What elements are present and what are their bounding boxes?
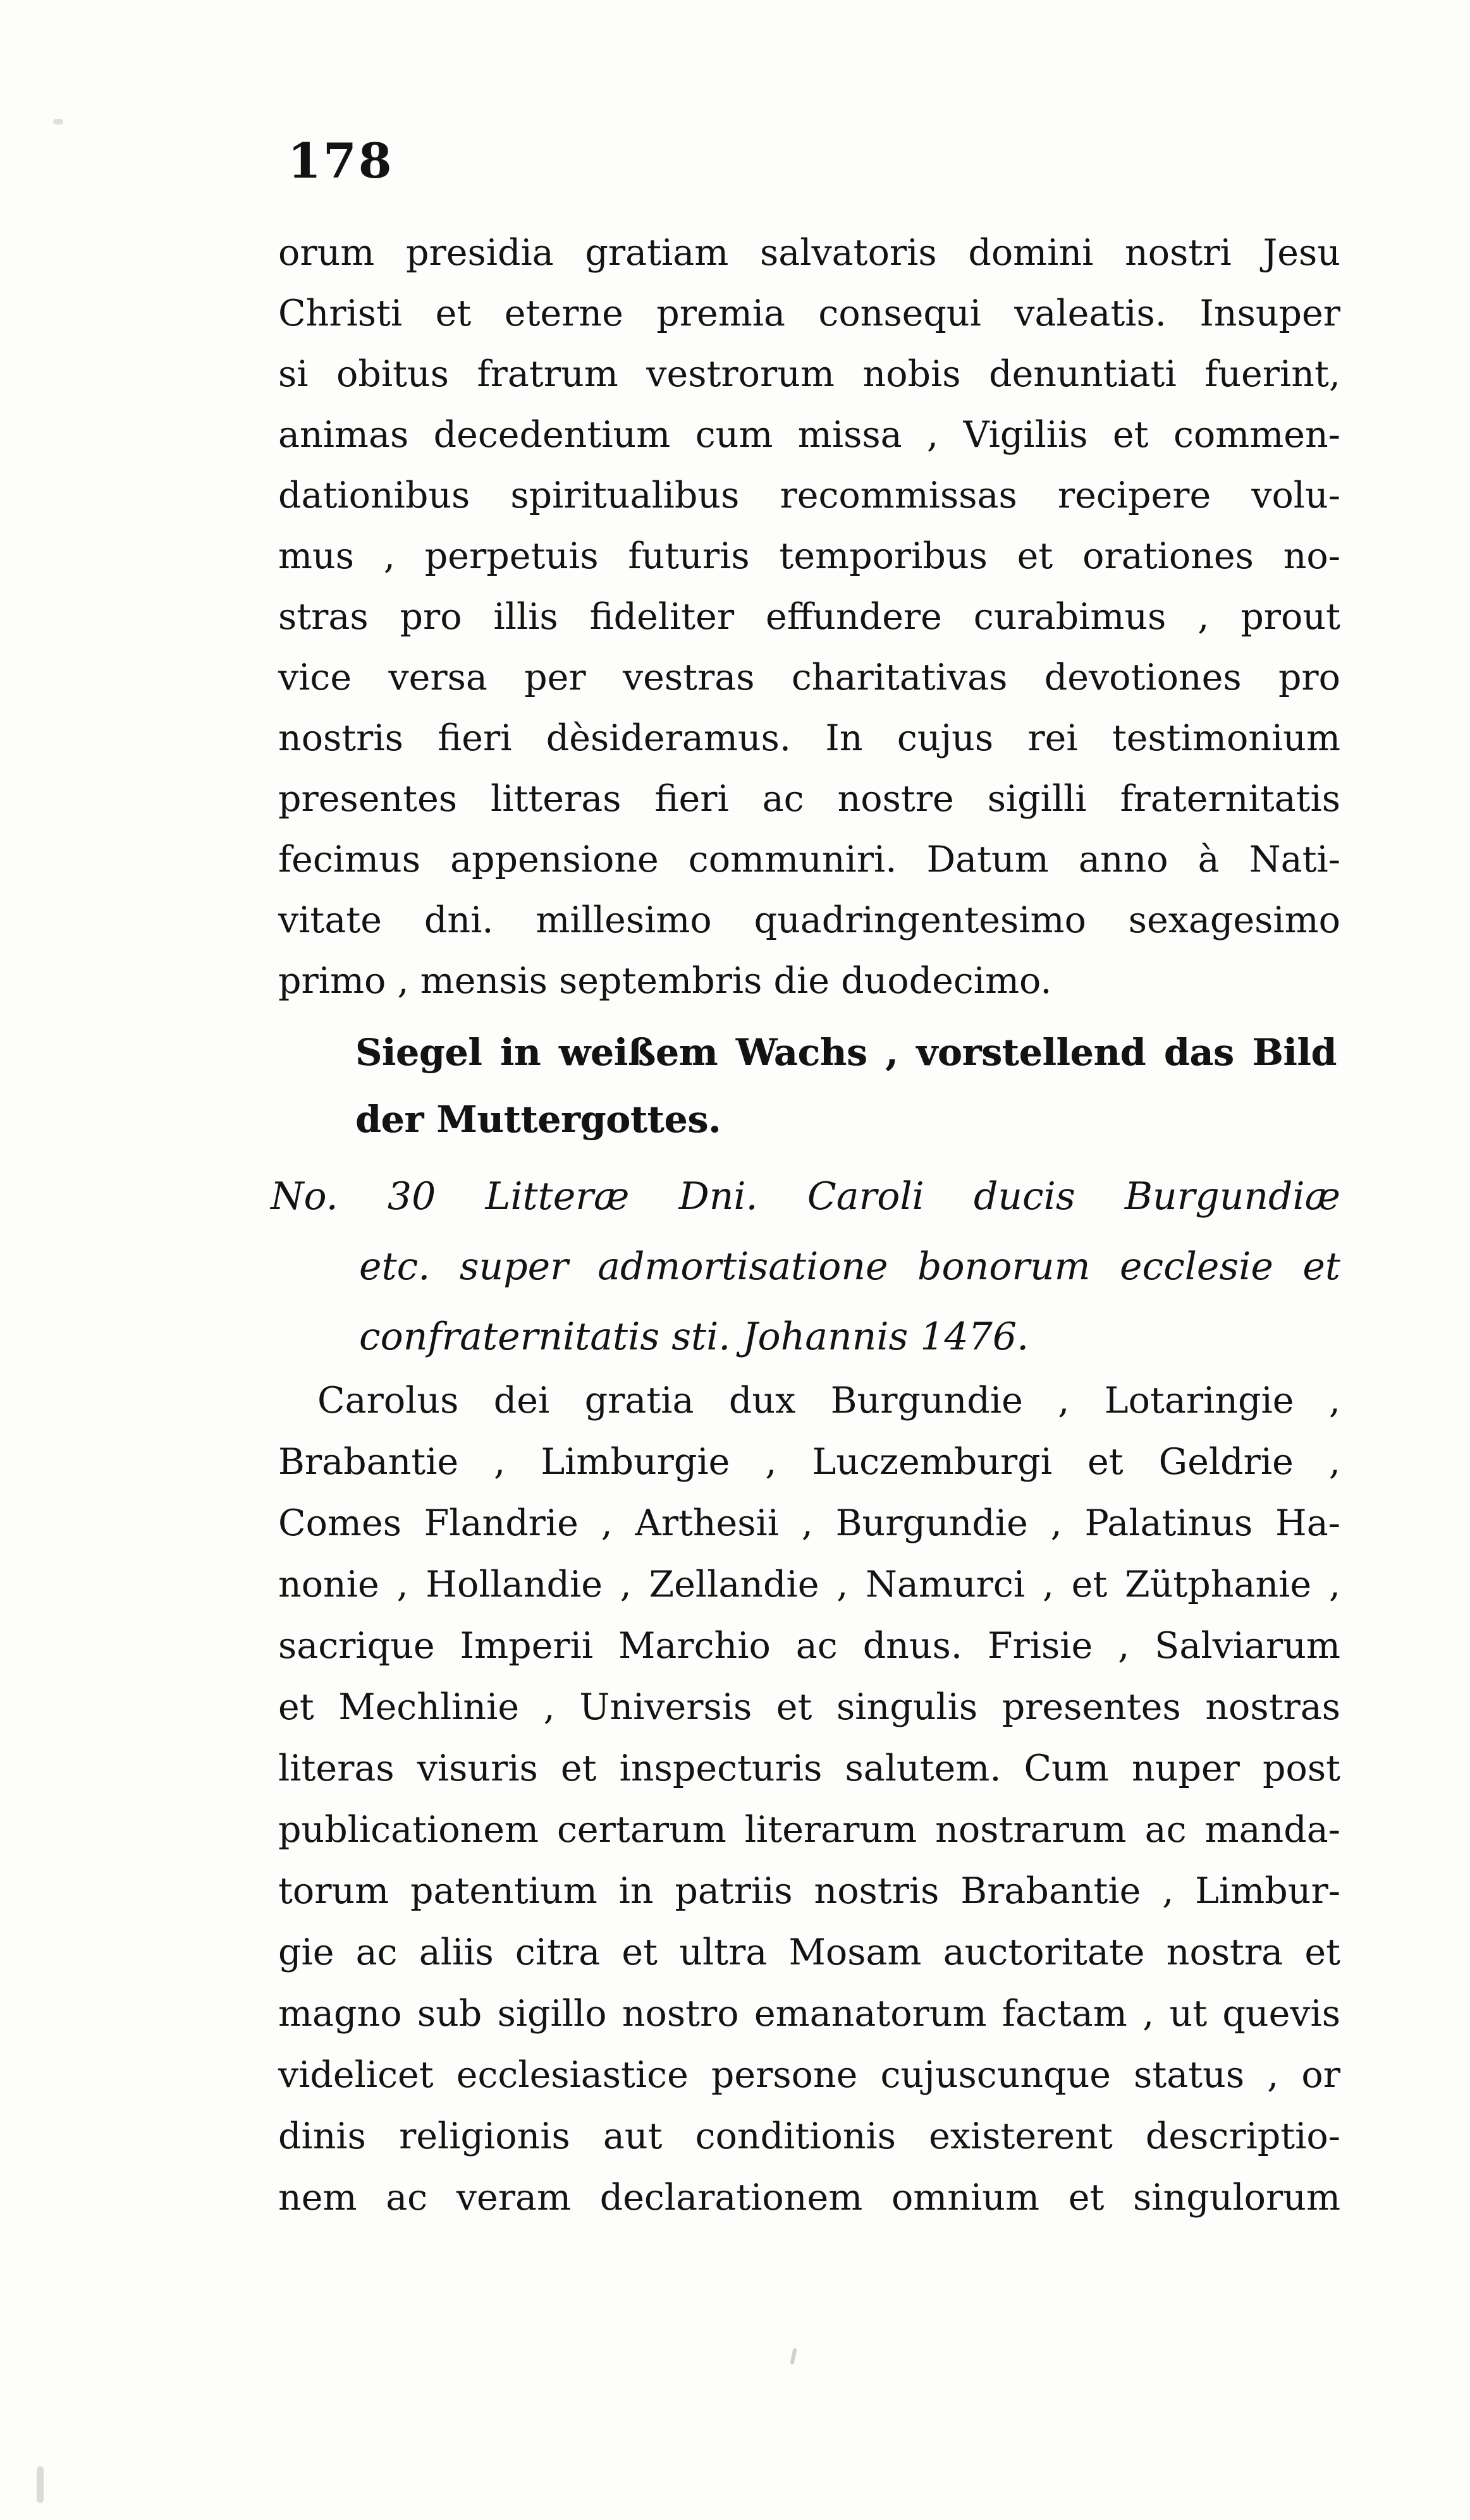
- text-line: dinis religionis aut conditionis existerent descriptio-: [278, 2115, 1340, 2157]
- text-line: publicationem certarum literarum nostrarum ac manda-: [278, 1809, 1340, 1851]
- latin-paragraph-continuation: [278, 222, 1340, 1011]
- seal-description-german: [355, 1019, 1337, 1153]
- text-line: sacrique Imperii Marchio ac dnus. Frisie , Salviarum: [278, 1625, 1340, 1667]
- text-line: torum patentium in patriis nostris Brabantie , Limbur-: [278, 1870, 1340, 1912]
- text-line: stras pro illis fideliter effundere curabimus , prout: [278, 596, 1340, 638]
- text-line: etc. super admortisatione bonorum ecclesie et: [359, 1245, 1340, 1289]
- text-line: magno sub sigillo nostro emanatorum factam , ut quevis: [278, 1993, 1340, 2035]
- page-number: 178: [288, 133, 394, 189]
- text-line: Siegel in weißem Wachs , vorstellend das Bild: [355, 1031, 1337, 1074]
- text-line: Carolus dei gratia dux Burgundie , Lotaringie ,: [317, 1380, 1340, 1421]
- text-line: et Mechlinie , Universis et singulis presentes nostras: [278, 1686, 1340, 1728]
- text-line: nonie , Hollandie , Zellandie , Namurci , et Zütphanie ,: [278, 1564, 1340, 1605]
- text-line: fecimus appensione communiri. Datum anno à Nati-: [278, 839, 1340, 880]
- text-line: orum presidia gratiam salvatoris domini nostri Jesu: [278, 232, 1340, 274]
- text-line: nostris fieri dèsideramus. In cujus rei testimonium: [278, 717, 1340, 759]
- scan-speck: [53, 119, 63, 125]
- text-line: Christi et eterne premia consequi valeatis. Insuper: [278, 293, 1340, 334]
- latin-paragraph-carolus: [278, 1370, 1340, 2229]
- text-line: nem ac veram declarationem omnium et singulorum: [278, 2177, 1340, 2219]
- scan-speck: [37, 2466, 44, 2503]
- text-line: si obitus fratrum vestrorum nobis denuntiati fuerint,: [278, 353, 1340, 395]
- text-line: dationibus spiritualibus recommissas recipere volu-: [278, 475, 1340, 516]
- text-line: videlicet ecclesiastice persone cujuscunque status , or: [278, 2054, 1340, 2096]
- text-line: animas decedentium cum missa , Vigiliis et commen-: [278, 414, 1340, 456]
- text-line: mus , perpetuis futuris temporibus et orationes no-: [278, 535, 1340, 577]
- text-line: No. 30 Litteræ Dni. Caroli ducis Burgundiæ: [271, 1174, 1340, 1219]
- text-line: vice versa per vestras charitativas devotiones pro: [278, 657, 1340, 698]
- text-line: Comes Flandrie , Arthesii , Burgundie , Palatinus Ha-: [278, 1502, 1340, 1544]
- text-line: Brabantie , Limburgie , Luczemburgi et Geldrie ,: [278, 1441, 1340, 1483]
- text-line: vitate dni. millesimo quadringentesimo sexagesimo: [278, 899, 1340, 941]
- text-line: primo , mensis septembris die duodecimo.: [278, 960, 1052, 1002]
- text-line: gie ac aliis citra et ultra Mosam auctoritate nostra et: [278, 1932, 1340, 1973]
- text-line: literas visuris et inspecturis salutem. Cum nuper post: [278, 1748, 1340, 1789]
- text-line: confraternitatis sti. Johannis 1476.: [359, 1315, 1029, 1359]
- scan-speck: [790, 2348, 797, 2365]
- text-line: presentes litteras fieri ac nostre sigilli fraternitatis: [278, 778, 1340, 820]
- text-line: der Muttergottes.: [355, 1098, 721, 1141]
- entry-heading-no-30: [271, 1162, 1340, 1372]
